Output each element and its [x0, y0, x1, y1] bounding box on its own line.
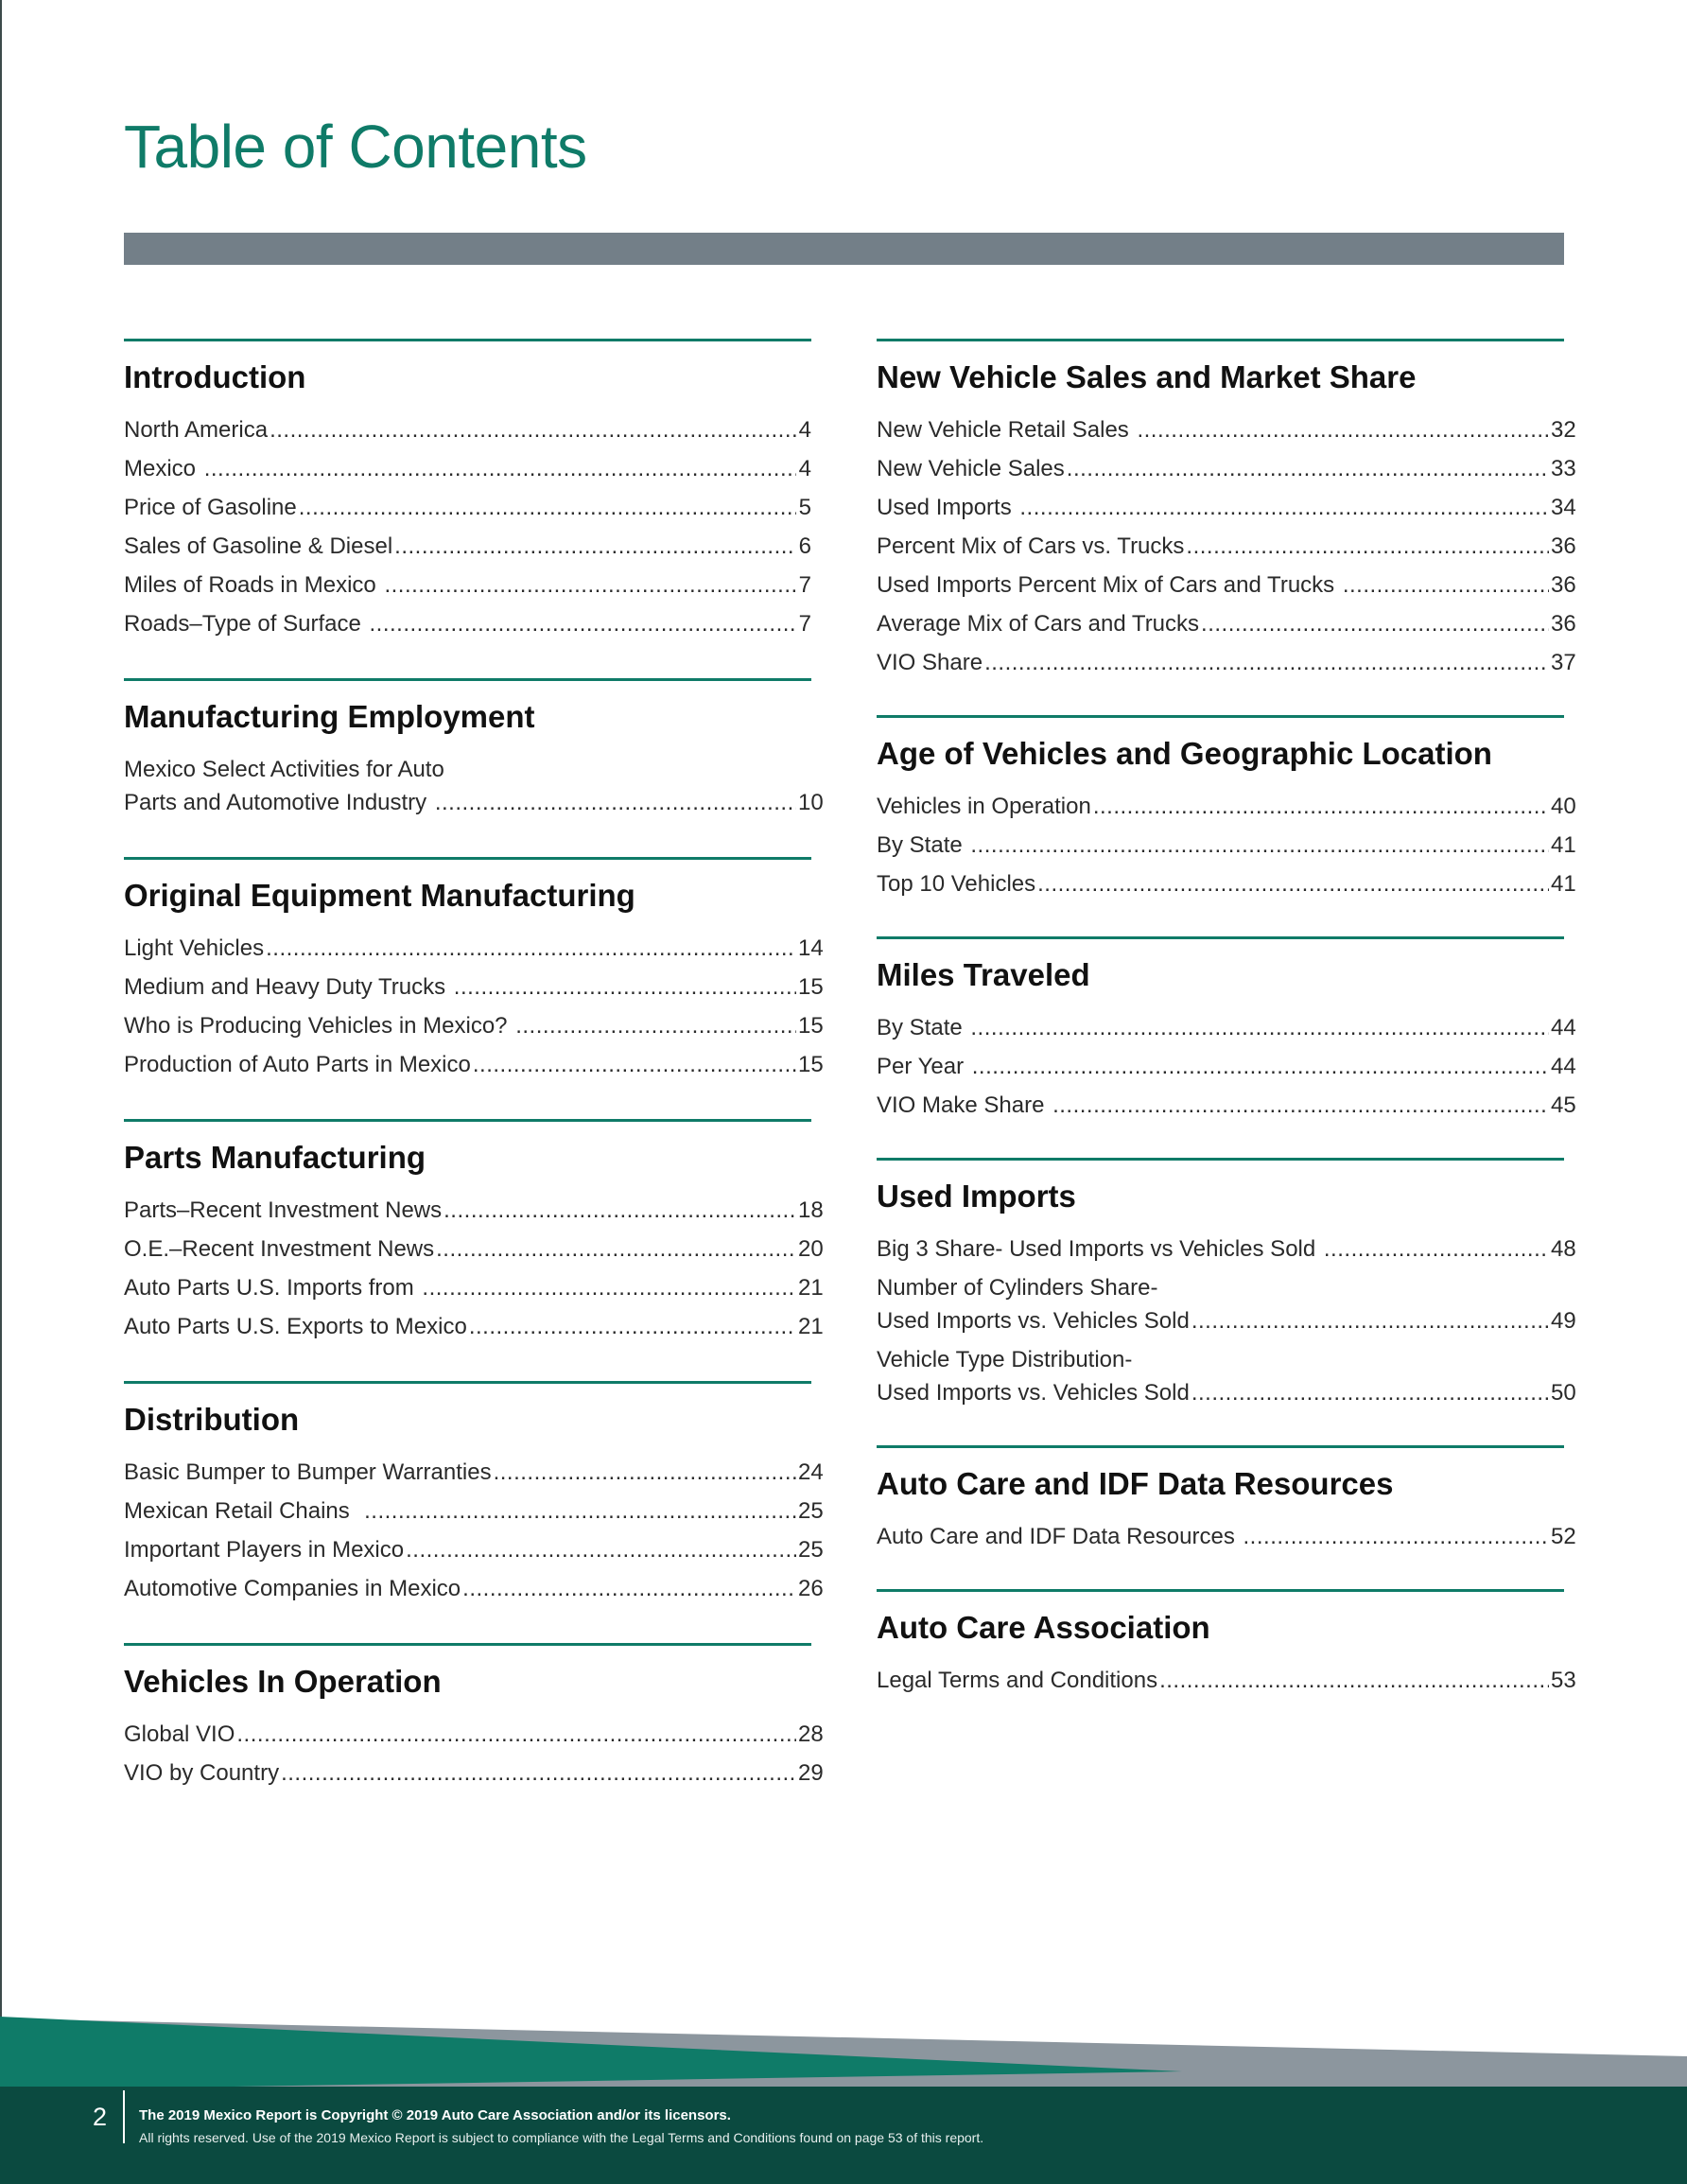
- toc-entry-page-number: 18: [798, 1197, 824, 1223]
- dot-leader: [454, 970, 796, 1004]
- toc-entry-page-number: 6: [798, 533, 811, 559]
- toc-entry-row: [124, 1310, 824, 1343]
- toc-entry-label: Auto Parts U.S. Imports from: [124, 1275, 421, 1301]
- toc-entry[interactable]: [877, 1050, 1576, 1083]
- toc-entry[interactable]: [124, 1718, 824, 1751]
- toc-entry-row: [124, 1494, 824, 1528]
- toc-entry-page-number: 50: [1551, 1380, 1576, 1406]
- dot-leader: [515, 1009, 796, 1042]
- toc-section: [124, 1119, 824, 1343]
- toc-entry-label: VIO Make Share: [877, 1092, 1052, 1118]
- toc-entry-label: Top 10 Vehicles: [877, 871, 1036, 897]
- toc-section: [124, 1643, 824, 1790]
- toc-entry-page-number: 33: [1551, 456, 1576, 481]
- toc-entry-label: Who is Producing Vehicles in Mexico?: [124, 1013, 514, 1039]
- dot-leader: [1191, 1304, 1549, 1337]
- toc-entry-page-number: 36: [1551, 611, 1576, 637]
- toc-entry-label: Light Vehicles: [124, 935, 265, 961]
- toc-entry-label: Average Mix of Cars and Trucks: [877, 611, 1200, 637]
- toc-entry-label: By State: [877, 832, 969, 858]
- toc-entry[interactable]: [877, 452, 1576, 485]
- toc-entry-page-number: 34: [1551, 495, 1576, 520]
- toc-entry-page-number: 40: [1551, 794, 1576, 819]
- toc-entry-page-number: 15: [798, 1013, 824, 1039]
- toc-section: [124, 1381, 824, 1605]
- footer-copyright: The 2019 Mexico Report is Copyright © 2019 Auto Care Association and/or its licensors.: [139, 2107, 731, 2123]
- dot-leader: [1067, 452, 1549, 485]
- toc-entry-row: [877, 790, 1576, 823]
- toc-entry-label: Parts and Automotive Industry: [124, 790, 433, 815]
- dot-leader: [1052, 1089, 1549, 1122]
- toc-entry-row: [877, 829, 1576, 862]
- toc-entry-row: [124, 607, 811, 640]
- toc-entry-label: VIO by Country: [124, 1760, 280, 1786]
- toc-entry-page-number: 25: [798, 1498, 824, 1524]
- toc-entry-row: [877, 568, 1576, 602]
- toc-entry-label: Price of Gasoline: [124, 495, 297, 520]
- dot-leader: [1186, 530, 1549, 563]
- toc-entry[interactable]: [877, 1089, 1576, 1122]
- toc-right-column: [877, 339, 1576, 1697]
- toc-entry[interactable]: [877, 607, 1576, 640]
- toc-entry[interactable]: [124, 568, 811, 602]
- toc-entry-page-number: 28: [798, 1721, 824, 1747]
- toc-entry-row: [124, 413, 811, 446]
- dot-leader: [406, 1533, 796, 1566]
- dot-leader: [1037, 867, 1549, 900]
- toc-entry-page-number: 36: [1551, 533, 1576, 559]
- toc-entry-label: Auto Care and IDF Data Resources: [877, 1524, 1242, 1549]
- toc-entry-row: [124, 568, 811, 602]
- toc-entry[interactable]: [124, 491, 811, 524]
- dot-leader: [1324, 1232, 1549, 1266]
- toc-entry-page-number: 15: [798, 974, 824, 1000]
- toc-entry[interactable]: [124, 1533, 824, 1566]
- toc-section: [877, 1445, 1576, 1553]
- toc-entry[interactable]: [124, 970, 824, 1004]
- dot-leader: [469, 1310, 796, 1343]
- toc-entry[interactable]: [124, 452, 811, 485]
- toc-entry-row: [877, 867, 1576, 900]
- toc-entry[interactable]: [124, 1009, 824, 1042]
- toc-entry-page-number: 44: [1551, 1054, 1576, 1079]
- toc-entry-row: [124, 1718, 824, 1751]
- footer-band: [0, 2005, 1687, 2184]
- toc-entry-page-number: 15: [798, 1052, 824, 1077]
- section-heading: Original Equipment Manufacturing: [124, 878, 635, 913]
- toc-entry-page-number: 25: [798, 1537, 824, 1563]
- dot-leader: [266, 932, 796, 965]
- toc-entry-row: [877, 607, 1576, 640]
- toc-section: [877, 339, 1576, 679]
- toc-entry-row: [877, 1520, 1576, 1553]
- toc-entry-page-number: 45: [1551, 1092, 1576, 1118]
- footer-graphic: [0, 2005, 1687, 2184]
- toc-entry-page-number: 14: [798, 935, 824, 961]
- toc-entry[interactable]: [124, 1572, 824, 1605]
- toc-entry-label: VIO Share: [877, 650, 983, 675]
- dot-leader: [473, 1048, 796, 1081]
- page-title: Table of Contents: [124, 113, 587, 181]
- section-heading: Age of Vehicles and Geographic Location: [877, 736, 1492, 771]
- toc-entry[interactable]: [877, 491, 1576, 524]
- toc-entry-page-number: 4: [798, 417, 811, 443]
- toc-entry-label: Roads–Type of Surface: [124, 611, 368, 637]
- toc-entry-row: [877, 646, 1576, 679]
- dot-leader: [270, 413, 796, 446]
- toc-entry-label: Percent Mix of Cars vs. Trucks: [877, 533, 1185, 559]
- toc-entry[interactable]: [877, 568, 1576, 602]
- toc-entry-label: New Vehicle Sales: [877, 456, 1065, 481]
- toc-entry-page-number: 26: [798, 1576, 824, 1601]
- toc-entry[interactable]: [877, 1343, 1576, 1409]
- toc-entry-label: Used Imports vs. Vehicles Sold: [877, 1308, 1190, 1334]
- toc-entry-page-number: 32: [1551, 417, 1576, 443]
- dot-leader: [299, 491, 796, 524]
- toc-section: [124, 678, 824, 819]
- toc-entry[interactable]: [877, 1664, 1576, 1697]
- toc-entry-label: Per Year: [877, 1054, 970, 1079]
- dot-leader: [281, 1756, 796, 1790]
- dot-leader: [384, 568, 796, 602]
- toc-entry-row: [877, 1011, 1576, 1044]
- toc-entry[interactable]: [124, 1310, 824, 1343]
- toc-entry-label: Basic Bumper to Bumper Warranties: [124, 1459, 492, 1485]
- toc-entry-text-line: Number of Cylinders Share-: [877, 1275, 1158, 1301]
- footer-page-number: 2: [93, 2103, 108, 2131]
- toc-entry-page-number: 29: [798, 1760, 824, 1786]
- section-heading: Auto Care Association: [877, 1610, 1210, 1645]
- dot-leader: [1137, 413, 1549, 446]
- section-heading: Manufacturing Employment: [124, 699, 535, 734]
- toc-entry-text-line: Vehicle Type Distribution-: [877, 1347, 1133, 1372]
- toc-entry-label: Miles of Roads in Mexico: [124, 572, 383, 598]
- toc-entry-row: [124, 530, 811, 563]
- toc-entry-label: Legal Terms and Conditions: [877, 1668, 1158, 1693]
- toc-entry-page-number: 21: [798, 1314, 824, 1339]
- toc-entry[interactable]: [124, 1456, 824, 1489]
- toc-section: [877, 1589, 1576, 1697]
- toc-entry-label: North America: [124, 417, 269, 443]
- toc-entry-label: Parts–Recent Investment News: [124, 1197, 443, 1223]
- toc-entry-row: [877, 1232, 1576, 1266]
- toc-entry-row: [124, 1048, 824, 1081]
- toc-entry[interactable]: [877, 1520, 1576, 1553]
- toc-entry-page-number: 7: [798, 611, 811, 637]
- toc-entry-label: Used Imports Percent Mix of Cars and Trucks: [877, 572, 1341, 598]
- toc-entry-row: [877, 1664, 1576, 1697]
- toc-entry-row: [877, 452, 1576, 485]
- toc-entry[interactable]: [124, 1232, 824, 1266]
- toc-entry-row: [124, 1271, 824, 1304]
- toc-entry-row: [124, 786, 824, 819]
- toc-entry-page-number: 37: [1551, 650, 1576, 675]
- footer-rights: All rights reserved. Use of the 2019 Mexico Report is subject to compliance with the Legal Terms and Conditions found on page 53 of this report.: [139, 2130, 984, 2145]
- dot-leader: [1093, 790, 1549, 823]
- toc-entry-page-number: 36: [1551, 572, 1576, 598]
- toc-section: [124, 857, 824, 1081]
- dot-leader: [436, 1232, 796, 1266]
- toc-entry-page-number: 20: [798, 1236, 824, 1262]
- section-heading: Parts Manufacturing: [124, 1140, 426, 1175]
- dot-leader: [204, 452, 796, 485]
- toc-entry[interactable]: [124, 413, 811, 446]
- toc-entry-label: Used Imports vs. Vehicles Sold: [877, 1380, 1190, 1406]
- toc-entry-row: [124, 1533, 824, 1566]
- toc-entry-row: [124, 970, 824, 1004]
- toc-entry-row: [124, 491, 811, 524]
- toc-entry-label: By State: [877, 1015, 969, 1040]
- toc-entry[interactable]: [877, 829, 1576, 862]
- toc-entry-page-number: 53: [1551, 1668, 1576, 1693]
- toc-entry-page-number: 41: [1551, 832, 1576, 858]
- toc-entry-page-number: 5: [798, 495, 811, 520]
- toc-entry-label: Important Players in Mexico: [124, 1537, 405, 1563]
- toc-section: [877, 715, 1576, 900]
- dot-leader: [1019, 491, 1549, 524]
- toc-entry-label: Automotive Companies in Mexico: [124, 1576, 461, 1601]
- toc-entry[interactable]: [877, 646, 1576, 679]
- toc-entry-row: [877, 530, 1576, 563]
- toc-entry[interactable]: [877, 530, 1576, 563]
- toc-entry-page-number: 44: [1551, 1015, 1576, 1040]
- toc-entry[interactable]: [877, 1011, 1576, 1044]
- dot-leader: [494, 1456, 796, 1489]
- dot-leader: [970, 829, 1549, 862]
- toc-entry-label: Auto Parts U.S. Exports to Mexico: [124, 1314, 467, 1339]
- toc-entry[interactable]: [877, 790, 1576, 823]
- toc-entry-label: Vehicles in Operation: [877, 794, 1091, 819]
- toc-entry-row: [124, 1009, 824, 1042]
- toc-entry-page-number: 7: [798, 572, 811, 598]
- dot-leader: [1201, 607, 1549, 640]
- toc-entry[interactable]: [124, 1048, 824, 1081]
- toc-entry-row: [877, 1089, 1576, 1122]
- toc-entry-page-number: 24: [798, 1459, 824, 1485]
- dot-leader: [1244, 1520, 1549, 1553]
- toc-entry-label: Big 3 Share- Used Imports vs Vehicles Sold: [877, 1236, 1322, 1262]
- dot-leader: [984, 646, 1549, 679]
- section-heading: New Vehicle Sales and Market Share: [877, 359, 1417, 394]
- toc-entry[interactable]: [124, 753, 824, 819]
- toc-entry-page-number: 10: [798, 790, 824, 815]
- toc-entry-label: O.E.–Recent Investment News: [124, 1236, 435, 1262]
- toc-entry-label: Production of Auto Parts in Mexico: [124, 1052, 471, 1077]
- section-heading: Introduction: [124, 359, 306, 394]
- dot-leader: [394, 530, 796, 563]
- toc-entry[interactable]: [877, 867, 1576, 900]
- dot-leader: [1191, 1376, 1549, 1409]
- toc-entry-label: Used Imports: [877, 495, 1018, 520]
- toc-entry[interactable]: [124, 530, 811, 563]
- toc-entry[interactable]: [877, 1232, 1576, 1266]
- dot-leader: [443, 1194, 796, 1227]
- dot-leader: [435, 786, 796, 819]
- dot-leader: [236, 1718, 796, 1751]
- toc-left-column: [124, 339, 824, 1790]
- toc-entry-label: Mexico: [124, 456, 202, 481]
- toc-entry-page-number: 48: [1551, 1236, 1576, 1262]
- dot-leader: [364, 1494, 796, 1528]
- toc-entry-row: [124, 1232, 824, 1266]
- dot-leader: [422, 1271, 796, 1304]
- dot-leader: [970, 1011, 1549, 1044]
- toc-entry[interactable]: [877, 1271, 1576, 1337]
- toc-entry-label: Medium and Heavy Duty Trucks: [124, 974, 452, 1000]
- toc-entry-page-number: 4: [798, 456, 811, 481]
- section-heading: Distribution: [124, 1402, 300, 1437]
- toc-entry-row: [124, 1456, 824, 1489]
- toc-entry-text-line: Mexico Select Activities for Auto: [124, 757, 444, 782]
- dot-leader: [972, 1050, 1549, 1083]
- section-heading: Used Imports: [877, 1179, 1076, 1214]
- toc-section: [124, 339, 811, 640]
- toc-entry-row: [877, 1376, 1576, 1409]
- toc-entry-label: Sales of Gasoline & Diesel: [124, 533, 393, 559]
- toc-entry-page-number: 49: [1551, 1308, 1576, 1334]
- page-edge: [0, 0, 2, 2184]
- dot-leader: [1159, 1664, 1549, 1697]
- toc-entry-page-number: 52: [1551, 1524, 1576, 1549]
- toc-entry-row: [124, 452, 811, 485]
- toc-entry-row: [877, 413, 1576, 446]
- toc-entry[interactable]: [124, 1756, 824, 1790]
- toc-section: [877, 936, 1576, 1122]
- toc-entry-row: [877, 1050, 1576, 1083]
- toc-entry-row: [877, 491, 1576, 524]
- section-heading: Vehicles In Operation: [124, 1664, 442, 1699]
- dot-leader: [1343, 568, 1549, 602]
- toc-entry[interactable]: [124, 1194, 824, 1227]
- toc-entry[interactable]: [124, 1271, 824, 1304]
- toc-entry-row: [124, 1194, 824, 1227]
- toc-entry-row: [124, 932, 824, 965]
- toc-entry-label: Global VIO: [124, 1721, 235, 1747]
- section-heading: Miles Traveled: [877, 957, 1090, 992]
- footer-divider: [123, 2090, 125, 2143]
- dot-leader: [462, 1572, 796, 1605]
- toc-entry-row: [877, 1304, 1576, 1337]
- toc-entry[interactable]: [877, 413, 1576, 446]
- toc-entry-label: New Vehicle Retail Sales: [877, 417, 1136, 443]
- toc-entry-row: [124, 1572, 824, 1605]
- toc-section: [877, 1158, 1576, 1409]
- toc-entry-label: Mexican Retail Chains: [124, 1498, 363, 1524]
- toc-entry[interactable]: [124, 932, 824, 965]
- title-bar: [124, 233, 1564, 265]
- dot-leader: [369, 607, 796, 640]
- toc-entry[interactable]: [124, 1494, 824, 1528]
- toc-entry-page-number: 21: [798, 1275, 824, 1301]
- toc-entry-page-number: 41: [1551, 871, 1576, 897]
- toc-entry-row: [124, 1756, 824, 1790]
- section-heading: Auto Care and IDF Data Resources: [877, 1466, 1394, 1501]
- toc-entry[interactable]: [124, 607, 811, 640]
